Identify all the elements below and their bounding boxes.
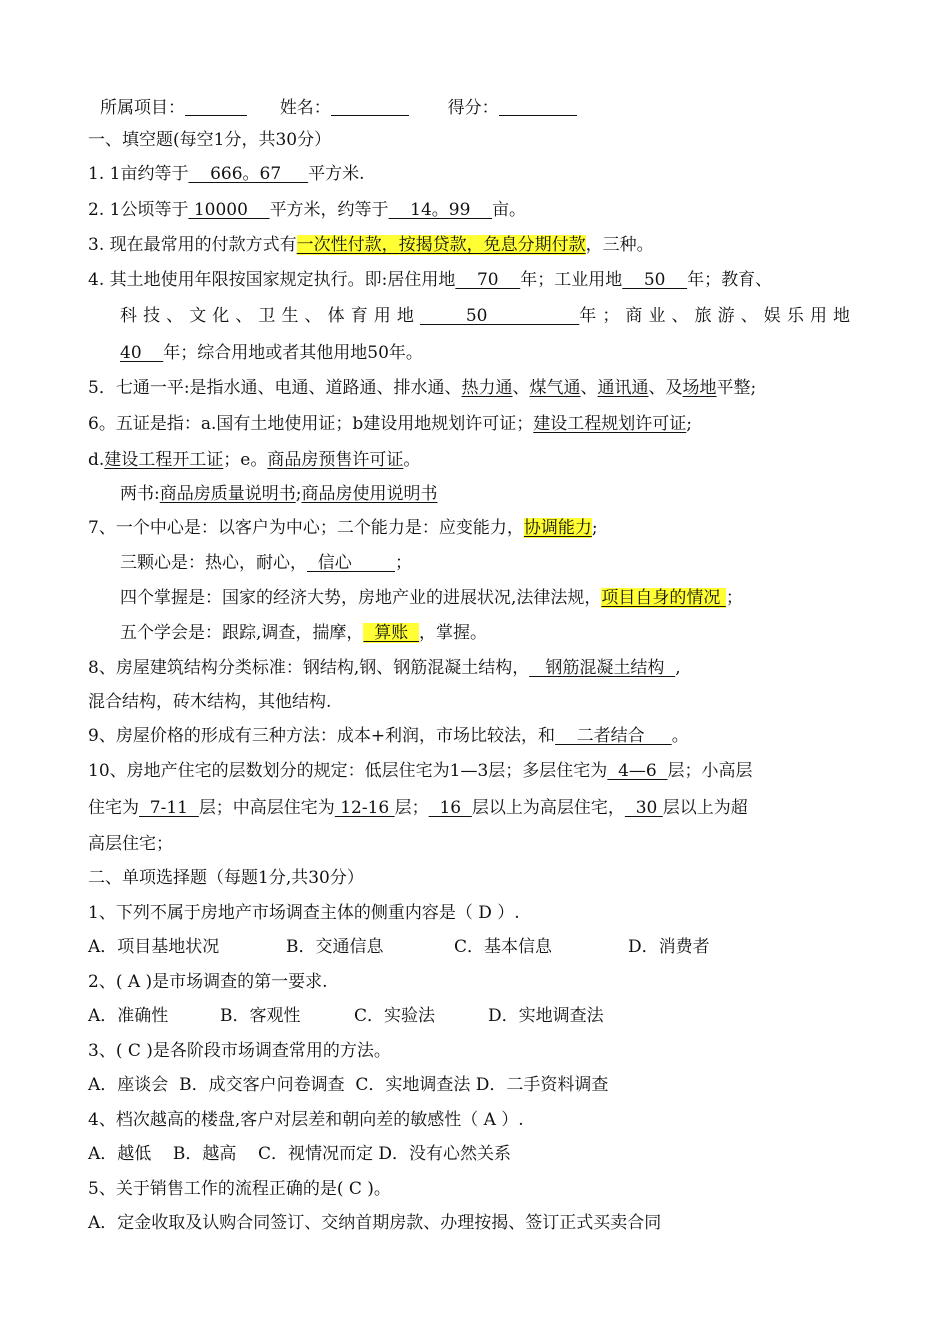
highlighted-answer: 项目自身的情况 [601, 588, 726, 608]
answer-blank: 40 [120, 343, 164, 363]
option-a[interactable]: A．项目基地状况 [88, 937, 220, 957]
question-1: 1. 1亩约等于 666。67 平方米. [88, 164, 365, 184]
question-10-line-3: 高层住宅； [88, 834, 173, 854]
mc-question-3: 3、( C )是各阶段市场调查常用的方法。 [88, 1041, 391, 1061]
name-label: 姓名： [279, 98, 331, 118]
highlighted-answer: 协调能力 [523, 518, 592, 538]
mc-question-2: 2、( A )是市场调查的第一要求. [88, 972, 328, 992]
mc-options-3[interactable]: A．座谈会 B．成交客户问卷调查 C．实地调查法 D．二手资料调查 [88, 1075, 609, 1095]
question-3: 3. 现在最常用的付款方式有一次性付款，按揭贷款，免息分期付款，三种。 [88, 235, 654, 255]
question-6-line-3: 两书:商品房质量说明书;商品房使用说明书 [120, 484, 438, 504]
mc-options-2 [88, 1005, 604, 1027]
question-7-line-2: 三颗心是：热心，耐心， 信心 ； [120, 553, 413, 573]
mc-question-1: 1、下列不属于房地产市场调查主体的侧重内容是（ D ）. [88, 903, 520, 923]
question-7-line-4: 五个学会是：跟踪,调查，揣摩， 算账 ，掌握。 [120, 623, 488, 643]
score-blank[interactable] [499, 99, 577, 116]
project-label: 所属项目： [100, 98, 185, 118]
question-6-line-2: d.建设工程开工证；e。商品房预售许可证。 [88, 450, 421, 470]
option-b[interactable]: B．客观性 [220, 1006, 301, 1026]
section1-title: 一、填空题(每空1分，共30分） [88, 130, 332, 150]
answer-blank: 14。99 [388, 200, 493, 220]
option-b[interactable]: B．交通信息 [286, 937, 384, 957]
answer-blank: 666。67 [188, 164, 309, 184]
option-a[interactable]: A．准确性 [88, 1006, 169, 1026]
question-8-line-1: 8、房屋建筑结构分类标准：钢结构,钢、钢筋混凝土结构， 钢筋混凝土结构 , [88, 658, 681, 678]
option-c[interactable]: C．实验法 [354, 1006, 436, 1026]
option-d[interactable]: D．实地调查法 [488, 1006, 604, 1026]
mc-question-5: 5、关于销售工作的流程正确的是( C )。 [88, 1179, 391, 1199]
question-9: 9、房屋价格的形成有三种方法：成本+利润，市场比较法，和 二者结合 。 [88, 726, 689, 746]
highlighted-answer: 算账 [363, 623, 420, 643]
section2-title: 二、单项选择题（每题1分,共30分） [88, 868, 364, 888]
mc-question-4: 4、档次越高的楼盘,客户对层差和朝向差的敏感性（ A ）. [88, 1110, 524, 1130]
answer-blank: 10000 [188, 200, 270, 220]
question-7-line-1: 7、一个中心是：以客户为中心；二个能力是：应变能力，协调能力; [88, 518, 598, 538]
question-10-line-2: 住宅为 7-11 层；中高层住宅为 12-16 层； 16 层以上为高层住宅， 30 层以上为超 [88, 798, 748, 818]
option-c[interactable]: C．基本信息 [454, 937, 553, 957]
answer-blank: 50 [622, 270, 688, 290]
question-10-line-1: 10、房地产住宅的层数划分的规定：低层住宅为1—3层；多层住宅为 4—6 层；小高层 [88, 761, 753, 781]
project-blank[interactable] [185, 99, 247, 116]
mc-options-1 [88, 936, 710, 958]
option-d[interactable]: D．消费者 [628, 937, 710, 957]
score-label: 得分： [447, 98, 499, 118]
question-2: 2. 1公顷等于 10000 平方米，约等于 14。99 亩。 [88, 200, 527, 220]
name-blank[interactable] [331, 99, 409, 116]
question-4-line-3: 40 年；综合用地或者其他用地50年。 [120, 343, 423, 363]
question-5: 5．七通一平:是指水通、电通、道路通、排水通、热力通、煤气通、通讯通、及场地平整; [88, 378, 757, 398]
question-4-line-2: 科技、文化、卫生、体育用地 50 年；商业、旅游、娱乐用地 [120, 306, 851, 326]
question-6-line-1: 6。五证是指：a.国有土地使用证；b建设用地规划许可证；建设工程规划许可证; [88, 414, 692, 434]
mc-options-5[interactable]: A．定金收取及认购合同签订、交纳首期房款、办理按揭、签订正式买卖合同 [88, 1213, 662, 1233]
question-7-line-3: 四个掌握是：国家的经济大势，房地产业的进展状况,法律法规，项目自身的情况 ； [120, 588, 743, 608]
question-8-line-2: 混合结构，砖木结构，其他结构. [88, 692, 332, 712]
question-4-line-1: 4. 其土地使用年限按国家规定执行。即:居住用地 70 年；工业用地 50 年；教育、 [88, 270, 773, 290]
answer-blank: 70 [455, 270, 521, 290]
answer-blank: 50 [419, 306, 580, 326]
highlighted-answer: 一次性付款，按揭贷款，免息分期付款 [296, 235, 586, 255]
mc-options-4[interactable]: A．越低 B．越高 C．视情况而定 D．没有心然关系 [88, 1144, 512, 1164]
header-line [100, 97, 577, 119]
